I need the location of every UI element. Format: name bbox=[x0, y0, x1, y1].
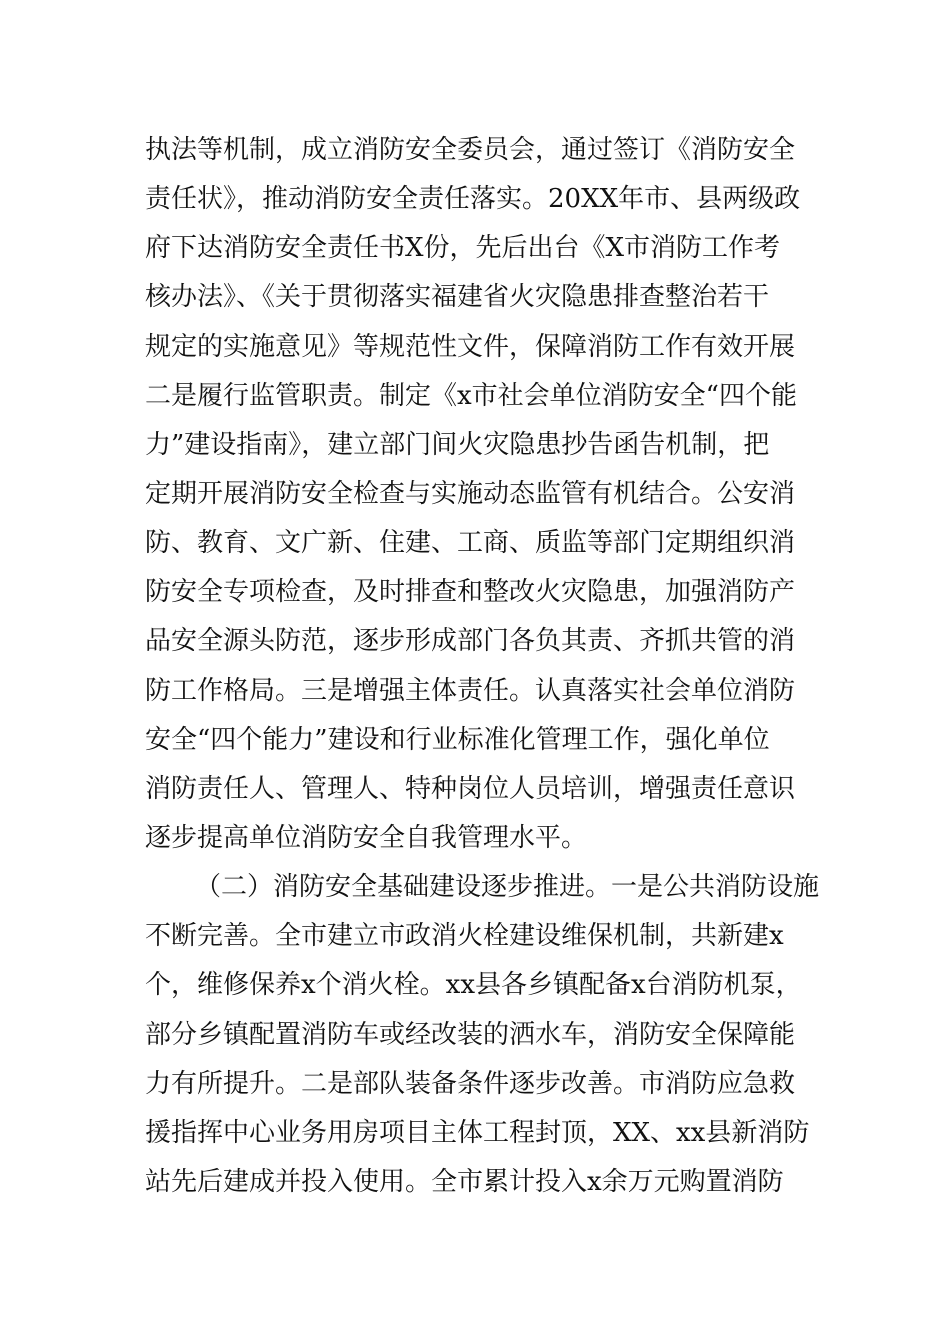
text-line: 力”建设指南》，建立部门间火灾隐患抄告函告机制，把 bbox=[145, 429, 770, 460]
text-line: 站先后建成并投入使用。全市累计投入x余万元购置消防 bbox=[145, 1166, 784, 1197]
text-line: 防、教育、文广新、住建、工商、质监等部门定期组织消 bbox=[145, 528, 796, 559]
text-line: 个，维修保养x个消火栓。xx县各乡镇配备x台消防机泵， bbox=[145, 970, 802, 1001]
text-line: 定期开展消防安全检查与实施动态监管有机结合。公安消 bbox=[145, 478, 796, 509]
document-body bbox=[145, 126, 825, 1207]
text-line: 规定的实施意见》等规范性文件，保障消防工作有效开展 bbox=[145, 331, 796, 362]
text-line: 核办法》、《关于贯彻落实福建省火灾隐患排查整治若干 bbox=[145, 282, 770, 313]
text-line: 执法等机制，成立消防安全委员会，通过签订《消防安全 bbox=[145, 135, 796, 165]
text-line: 逐步提高单位消防安全自我管理水平。 bbox=[145, 822, 588, 853]
section-heading-line: （二）消防安全基础建设逐步推进。一是公共消防设施 bbox=[195, 872, 820, 903]
text-line: 二是履行监管职责。制定《x市社会单位消防安全“四个能 bbox=[145, 380, 797, 411]
text-line: 援指挥中心业务用房项目主体工程封顶，XX、xx县新消防 bbox=[145, 1117, 810, 1148]
text-line: 防工作格局。三是增强主体责任。认真落实社会单位消防 bbox=[145, 675, 796, 706]
text-line: 品安全源头防范，逐步形成部门各负其责、齐抓共管的消 bbox=[145, 626, 796, 657]
text-line: 消防责任人、管理人、特种岗位人员培训，增强责任意识 bbox=[145, 773, 796, 804]
text-line: 责任状》，推动消防安全责任落实。20XX年市、县两级政 bbox=[145, 184, 801, 215]
text-line: 力有所提升。二是部队装备条件逐步改善。市消防应急救 bbox=[145, 1068, 796, 1099]
text-line: 防安全专项检查，及时排查和整改火灾隐患，加强消防产 bbox=[145, 577, 796, 608]
text-line: 府下达消防安全责任书X份，先后出台《X市消防工作考 bbox=[145, 233, 781, 264]
text-line: 不断完善。全市建立市政消火栓建设维保机制，共新建x bbox=[145, 921, 784, 952]
text-line: 安全“四个能力”建设和行业标准化管理工作，强化单位 bbox=[145, 724, 770, 755]
text-line: 部分乡镇配置消防车或经改装的洒水车，消防安全保障能 bbox=[145, 1019, 796, 1050]
